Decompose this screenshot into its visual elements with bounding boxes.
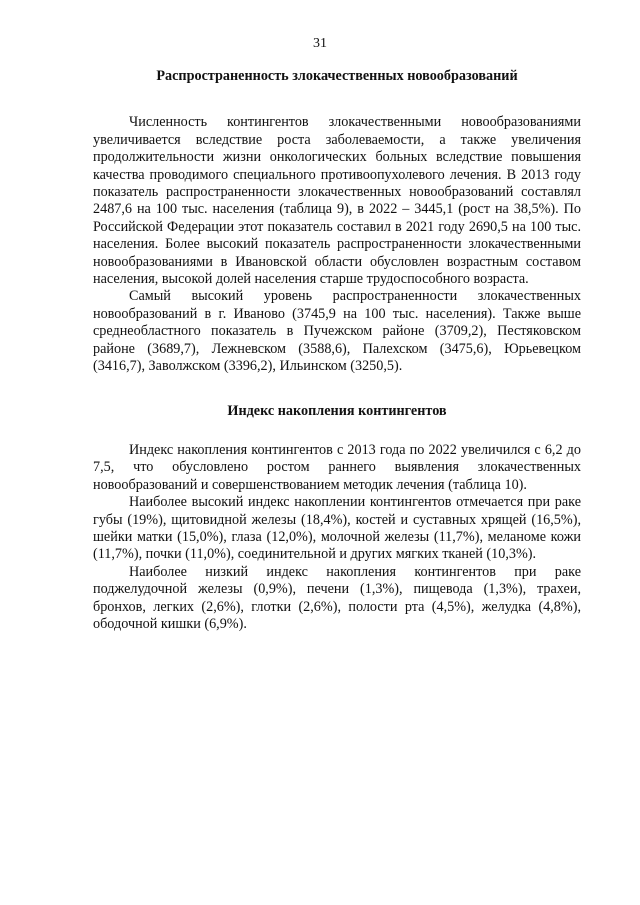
page-content <box>93 68 581 633</box>
paragraph: Наиболее высокий индекс накоплении контингентов отмечается при раке губы (19%), щитовидной железы (18,4%), костей и суставных хрящей (16,5%), шейки матки (15,0%), глаза (12,0%), молочной железы (11,7%), меланоме кожи (11,7%), почки (11,0%), соединительной и других мягких тканей (10,3%). <box>93 494 581 563</box>
section-title-accumulation-index: Индекс накопления контингентов <box>227 402 447 419</box>
page-number: 31 <box>313 36 327 51</box>
section-title-prevalence: Распространенность злокачественных новообразований <box>156 68 518 84</box>
paragraph: Наиболее низкий индекс накопления контингентов при раке поджелудочной железы (0,9%), печени (1,3%), пищевода (1,3%), трахеи, бронхов, легких (2,6%), глотки (2,6%), полости рта (4,5%), желудка (4,8%), ободочной кишки (6,9%). <box>93 563 581 632</box>
paragraph: Индекс накопления контингентов с 2013 года по 2022 увеличился с 6,2 до 7,5, что обусловлено ростом раннего выявления злокачественных новообразований и совершенствованием методик лечения (таблица 10). <box>93 441 581 493</box>
paragraph: Численность контингентов злокачественными новообразованиями увеличивается вследствие роста заболеваемости, а также увеличения продолжительности жизни онкологических больных вследствие повышения качества проводимого специального противоопухолевого лечения. В 2013 году показатель распространенности злокачественных новообразований составлял 2487,6 на 100 тыс. населения (таблица 9), в 2022 – 3445,1 (рост на 38,5%). По Российской Федерации этот показатель составил в 2021 году 2690,5 на 100 тыс. населения. Более высокий показатель распространенности злокачественными новообразованиями в Ивановской области обусловлен возрастным составом населения, высокой долей населения старше трудоспособного возраста. <box>93 114 581 288</box>
paragraph: Самый высокий уровень распространенности злокачественных новообразований в г. Иваново (3745,9 на 100 тыс. населения). Также выше среднеобластного показатель в Пучежском районе (3709,2), Пестяковском районе (3689,7), Лежневском (3588,6), Палехском (3475,6), Юрьевецком (3416,7), Заволжском (3396,2), Ильинском (3250,5). <box>93 288 581 375</box>
